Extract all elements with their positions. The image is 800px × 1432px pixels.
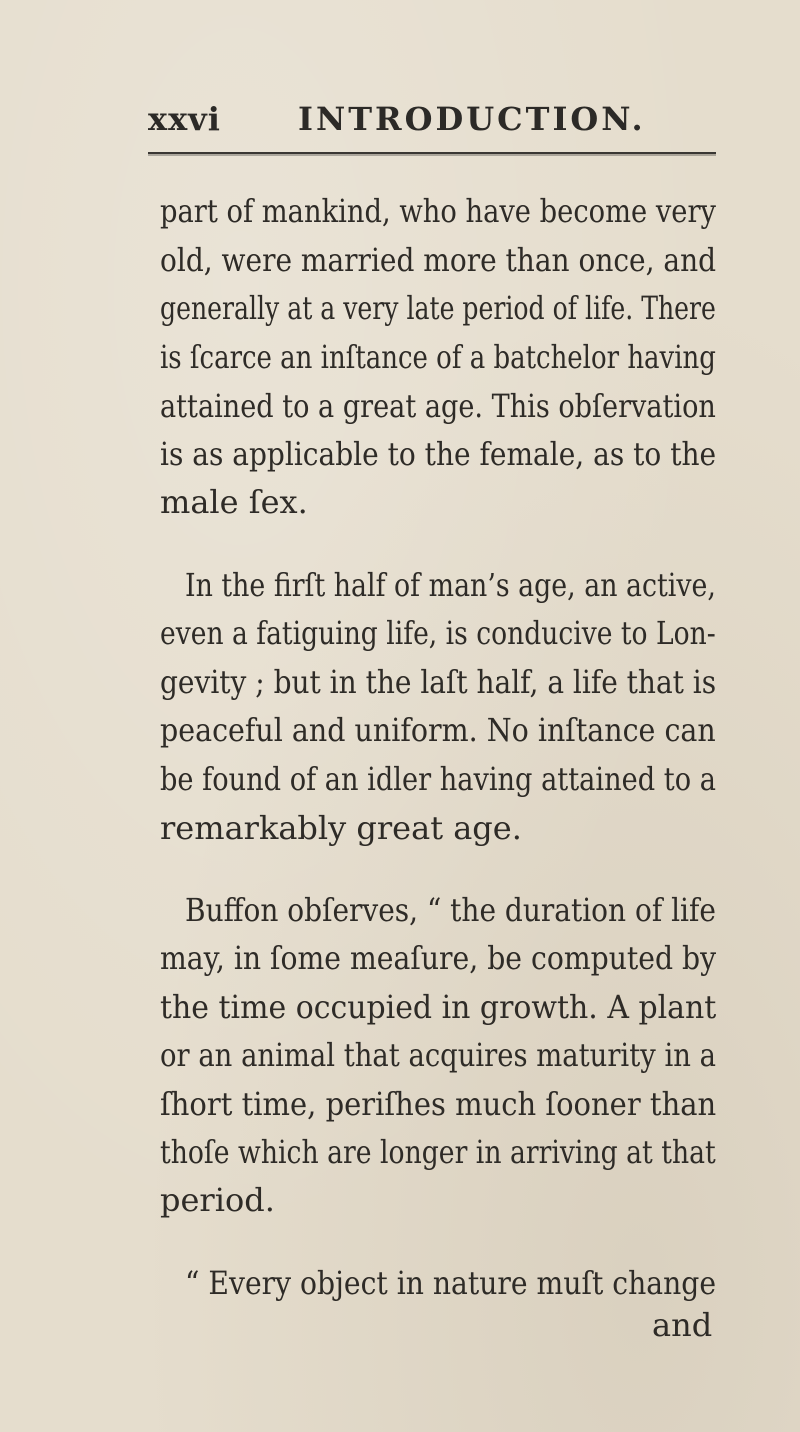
text-line: is ſcarce an inſtance of a batchelor having bbox=[160, 338, 716, 376]
text-line: ſhort time, periſhes much ſooner than bbox=[160, 1085, 717, 1123]
text-line: even a fatiguing life, is conducive to Lon- bbox=[160, 614, 716, 652]
text-line: the time occupied in growth. A plant bbox=[160, 988, 717, 1026]
text-line: is as applicable to the female, as to the bbox=[160, 435, 717, 473]
text-line: old, were married more than once, and bbox=[160, 241, 717, 279]
text-line: be found of an idler having attained to a bbox=[160, 760, 716, 798]
text-line: or an animal that acquires maturity in a bbox=[160, 1036, 716, 1074]
text-line: may, in ſome meaſure, be computed by bbox=[160, 939, 717, 977]
running-title: INTRODUCTION. bbox=[298, 100, 646, 138]
page-number: xxvi bbox=[148, 100, 221, 138]
header-rule bbox=[148, 152, 716, 154]
text-line: In the firſt half of man’s age, an active, bbox=[185, 566, 716, 604]
text-line: male ſex. bbox=[160, 483, 308, 521]
text-line: Buffon obſerves, “ the duration of life bbox=[185, 891, 716, 929]
text-line: generally at a very late period of life. There bbox=[160, 289, 716, 327]
text-line: remarkably great age. bbox=[160, 809, 522, 847]
page-header bbox=[0, 100, 800, 150]
text-line: peaceful and uniform. No inſtance can bbox=[160, 711, 716, 749]
text-line: period. bbox=[160, 1181, 275, 1219]
text-line: attained to a great age. This obſervation bbox=[160, 387, 716, 425]
text-line: gevity ; but in the laſt half, a life that is bbox=[160, 663, 717, 701]
text-line: thoſe which are longer in arriving at that bbox=[160, 1133, 716, 1171]
text-line: “ Every object in nature muſt change bbox=[185, 1264, 717, 1302]
catchword: and bbox=[652, 1306, 713, 1344]
text-line: part of mankind, who have become very bbox=[160, 192, 716, 230]
